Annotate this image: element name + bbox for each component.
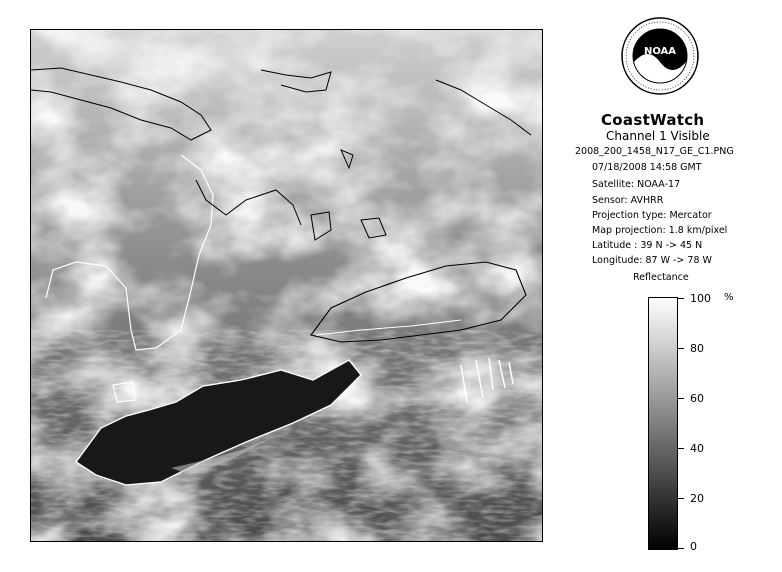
colorbar-tick — [678, 548, 684, 549]
colorbar-unit: % — [724, 292, 734, 303]
logo-text: NOAA — [643, 46, 677, 57]
colorbar-tick-label: 80 — [690, 342, 704, 355]
colorbar-tick — [678, 298, 684, 299]
colorbar-tick — [678, 448, 684, 449]
colorbar-tick — [678, 498, 684, 499]
satellite: Satellite: NOAA-17 — [592, 179, 681, 190]
latitude-range: Latitude : 39 N -> 45 N — [592, 240, 703, 251]
colorbar-title: Reflectance — [633, 272, 689, 283]
colorbar — [648, 297, 678, 550]
colorbar-tick-label: 40 — [690, 442, 704, 455]
map-projection: Map projection: 1.8 km/pixel — [592, 225, 728, 236]
file-name: 2008_200_1458_N17_GE_C1.PNG — [575, 146, 734, 157]
noaa-logo — [620, 16, 700, 104]
colorbar-tick — [678, 398, 684, 399]
channel-label: Channel 1 Visible — [606, 129, 710, 143]
colorbar-tick-label: 60 — [690, 392, 704, 405]
satellite-image[interactable] — [30, 29, 543, 542]
colorbar-tick — [678, 348, 684, 349]
colorbar-tick-label: 100 — [690, 292, 711, 305]
colorbar-tick-label: 0 — [690, 540, 697, 553]
longitude-range: Longitude: 87 W -> 78 W — [592, 255, 712, 266]
colorbar-tick-label: 20 — [690, 492, 704, 505]
projection-type: Projection type: Mercator — [592, 210, 712, 221]
sensor: Sensor: AVHRR — [592, 195, 664, 206]
satellite-map-svg — [31, 30, 542, 541]
product-title: CoastWatch — [601, 111, 705, 129]
datetime: 07/18/2008 14:58 GMT — [592, 162, 702, 173]
